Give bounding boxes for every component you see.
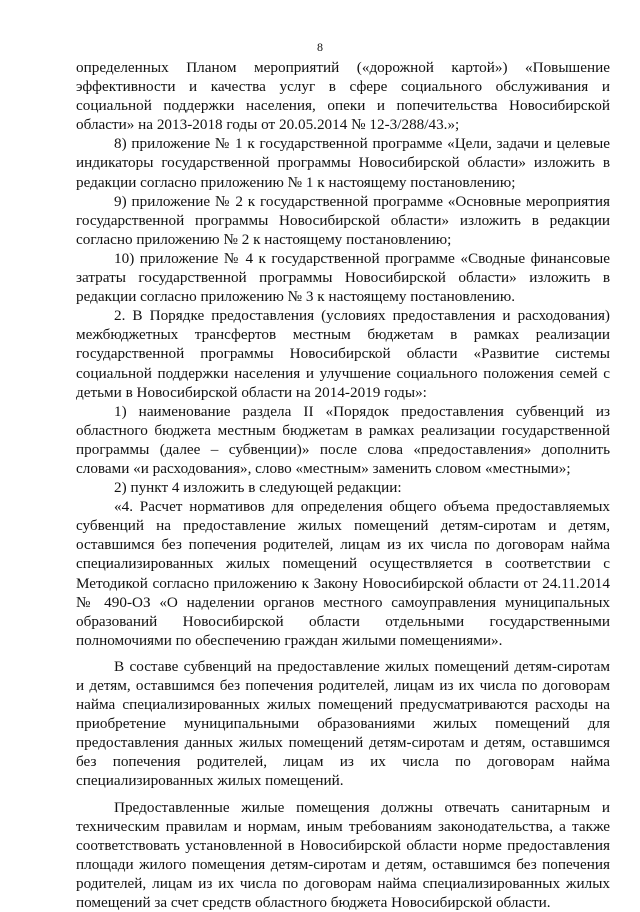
page-number: 8 bbox=[317, 40, 323, 54]
paragraph-item-10: 10) приложение № 4 к государственной программе «Сводные финансовые затраты государственной программы Новосибирской области» изложить в редакции согласно приложению № 3 к настоящему постановлению. bbox=[76, 249, 610, 306]
paragraph-item-8: 8) приложение № 1 к государственной программе «Цели, задачи и целевые индикаторы государственной программы Новосибирской области» изложить в редакции согласно приложению № 1 к настоящему постановлению; bbox=[76, 135, 610, 191]
paragraph-subitem-1: 1) наименование раздела II «Порядок предоставления субвенций из областного бюджета местным бюджетам в рамках реализации государственной программы (далее – субвенции)» после слова «предоставления» дополнить словами «и расходования», слово «местным» заменить словом «местными»; bbox=[76, 402, 610, 477]
paragraph-point-4: «4. Расчет нормативов для определения общего объема предоставляемых субвенций на предоставление жилых помещений детям-сиротам и детям, оставшимся без попечения родителей, лицам из их числа по договорам найма специализированных жилых помещений осуществляется в соответствии с Методикой согласно приложению к Закону Новосибирской области от 24.11.2014 № 490-ОЗ «О наделении органов местного самоуправления муниципальных образований Новосибирской области отдельными государственными полномочиями по обеспечению граждан жилыми помещениями». bbox=[76, 498, 610, 649]
paragraph-subitem-2: 2) пункт 4 изложить в следующей редакции: bbox=[114, 479, 402, 497]
paragraph-subventions: В составе субвенций на предоставление жилых помещений детям-сиротам и детям, оставшимся без попечения родителей, лицам из их числа по договорам найма специализированных жилых помещений предусматриваются расходы на приобретение муниципальными образованиями жилых помещений для предоставления данных жилых помещений детям-сиротам и детям, оставшимся без попечения родителей, лицам из их числа по договорам найма специализированных жилых помещений. bbox=[76, 657, 610, 790]
paragraph-item-9: 9) приложение № 2 к государственной программе «Основные мероприятия государственной программы Новосибирской области» изложить в редакции согласно приложению № 2 к настоящему постановлению; bbox=[76, 192, 610, 248]
paragraph-section-2: 2. В Порядке предоставления (условиях предоставления и расходования) межбюджетных трансфертов местным бюджетам в рамках реализации государственной программы Новосибирской области «Развитие системы социальной поддержки населения и улучшение социального положения семей с детьми в Новосибирской области на 2014-2019 годы»: bbox=[76, 307, 610, 401]
paragraph-continuation: определенных Планом мероприятий («дорожной картой») «Повышение эффективности и качества услуг в сфере социального обслуживания и социальной поддержки населения, опеки и попечительства Новосибирской области» на 2013-2018 годы от 20.05.2014 № 12-3/288/43.»; bbox=[76, 59, 610, 134]
document-body bbox=[76, 58, 610, 912]
paragraph-housing-requirements: Предоставленные жилые помещения должны отвечать санитарным и техническим правилам и нормам, иным требованиям законодательства, а также соответствовать установленной в Новосибирской области норме предоставления площади жилого помещения детям-сиротам и детям, оставшимся без попечения родителей, лицам из их числа по договорам найма специализированных жилых помещений за счет средств областного бюджета Новосибирской области. bbox=[76, 798, 610, 912]
